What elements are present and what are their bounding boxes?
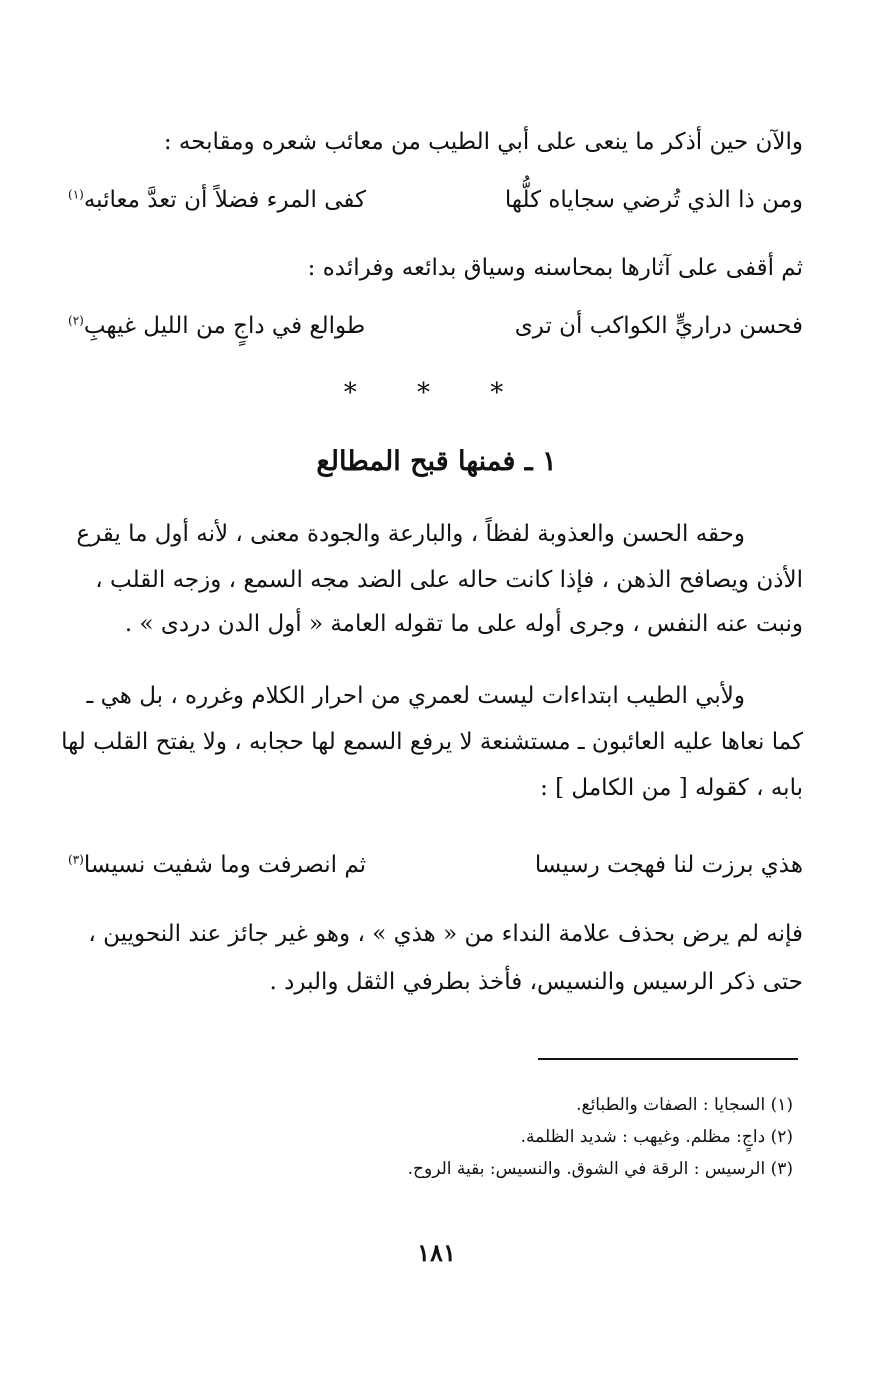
intro-line-1: والآن حين أذكر ما ينعى على أبي الطيب من معائب شعره ومقابحه : [163, 129, 803, 155]
para1-line-3: ونبت عنه النفس ، وجرى أوله على ما تقوله العامة « أول الدن دردى » . [124, 611, 803, 637]
para2-line-2: كما نعاها عليه العائبون ـ مستشنعة لا يرفع السمع لها حجابه ، ولا يفتح القلب لها [61, 729, 803, 755]
verse-1 [68, 180, 803, 220]
verse-3-second-text: ثم انصرفت وما شفيت نسيسا [83, 852, 367, 878]
para2-line-1: ولأبي الطيب ابتداءات ليست لعمري من احرار الكلام وغرره ، بل هي ـ [86, 683, 745, 709]
verse-3 [68, 845, 803, 885]
verse-2-second-text: طوالع في داجٍ من الليل غيهبِ [83, 313, 366, 339]
verse-1-second-hemistich [68, 180, 366, 220]
verse-2 [68, 306, 803, 346]
footnote-marker-2: (٢) [68, 313, 84, 328]
section-heading: ١ ـ فمنها قبح المطالع [316, 446, 557, 477]
verse-2-first-hemistich: فحسن دراريٍّ الكواكب أن ترى [514, 313, 803, 339]
footnote-marker-1: (١) [68, 187, 84, 202]
verse-1-first-hemistich: ومن ذا الذي تُرضي سجاياه كلُّها [504, 187, 803, 213]
verse-1-second-text: كفى المرء فضلاً أن تعدَّ معائبه [83, 187, 366, 213]
footnote-2: (٢) داجٍ: مظلم. وغيهب : شديد الظلمة. [520, 1127, 793, 1147]
para3-line-1: فإنه لم يرض بحذف علامة النداء من « هذي » ، وهو غير جائز عند النحويين ، [88, 921, 803, 947]
para1-line-1: وحقه الحسن والعذوبة لفظاً ، والبارعة والجودة معنى ، لأنه أول ما يقرع [76, 521, 745, 547]
page-number: ١٨١ [417, 1238, 456, 1267]
para2-line-3: بابه ، كقوله [ من الكامل ] : [540, 775, 803, 801]
footnote-rule [538, 1058, 798, 1060]
intro-line-2: ثم أقفى على آثارها بمحاسنه وسياق بدائعه وفرائده : [307, 255, 803, 281]
footnote-marker-3: (٣) [68, 852, 84, 867]
para3-line-2: حتى ذكر الرسيس والنسيس، فأخذ بطرفي الثقل والبرد . [269, 969, 803, 995]
footnote-3: (٣) الرسيس : الرقة في الشوق. والنسيس: بقية الروح. [407, 1159, 793, 1179]
para1-line-2: الأذن ويصافح الذهن ، فإذا كانت حاله على الضد مجه السمع ، وزجه القلب ، [95, 567, 803, 593]
section-separator: * * * [343, 378, 530, 408]
verse-2-second-hemistich [68, 306, 365, 346]
verse-3-second-hemistich [68, 845, 366, 885]
verse-3-first-hemistich: هذي برزت لنا فهجت رسيسا [534, 852, 803, 878]
footnote-1: (١) السجايا : الصفات والطبائع. [576, 1095, 793, 1115]
